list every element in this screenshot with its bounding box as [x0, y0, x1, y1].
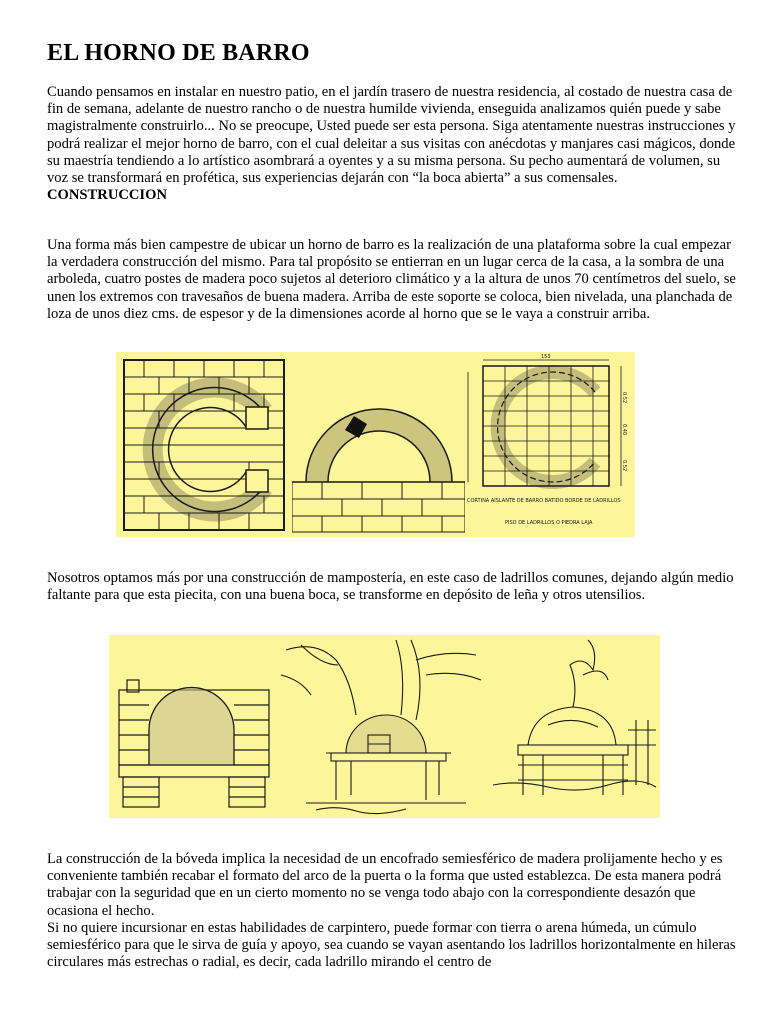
dimension-label-040: 0.40 — [621, 424, 627, 436]
label-cortina-aislante: CORTINA AISLANTE DE BARRO BATIDO — [467, 498, 564, 504]
intro-paragraph — [47, 84, 737, 204]
brick-oven-cutaway-icon — [109, 635, 276, 818]
oven-on-platform-icon — [488, 635, 660, 818]
mamposteria-paragraph: Nosotros optamos más por una construcción de mampostería, en este caso de ladrillos comunes, dejando algún medio faltante para que esta piecita, con una buena boca, se transforme en depósito de leña y otros utensilios. — [47, 570, 734, 604]
brick-wall-c-icon — [116, 352, 292, 537]
figure-construction-plans — [116, 352, 635, 537]
intro-text: Cuando pensamos en instalar en nuestro patio, en el jardín trasero de nuestra residencia, al costado de nuestra casa de fin de semana, adelante de nuestro rancho o de nuestra humilde vivienda, enseguida analizamos quién puede y sabe magistralmente construirlo... No se preocupe, Usted puede ser esta persona. Siga atentamente nuestras instrucciones y podrá realizar el mejor horno de barro, con el cual deleitar a sus visitas con anécdotas y manjares casi mágicos, donde su maestría tendiendo a lo artístico asombrará a oyentes y a su misma persona. Su pecho aumentará de volumen, su voz se transformará en profética, sus experiencias dejarán con “la boca abierta” a sus comensales. — [47, 84, 736, 187]
boveda-section — [47, 851, 737, 971]
figure-oven-illustrations — [109, 635, 660, 818]
page-title: EL HORNO DE BARRO — [47, 40, 310, 66]
boveda-paragraph-2: Si no quiere incursionar en estas habilidades de carpintero, puede formar con tierra o arena húmeda, un cúmulo semiesférico para que le sirva de guía y apoyo, sea cuando se vayan asentando los ladrillos horizontalmente en hileras circulares más estrechas o radial, es decir, cada ladrillo mirando el centro de — [47, 919, 736, 971]
dimension-label-052-top: 0.52 — [621, 392, 627, 404]
dimension-label-052-bottom: 0.52 — [621, 460, 627, 472]
brick-base-plan-icon — [465, 352, 635, 537]
oven-under-tree-icon — [276, 635, 488, 818]
label-piso-ladrillos: PISO DE LADRILLOS O PIEDRA LAJA — [505, 520, 593, 526]
label-borde-ladrillos: BORDE DE LADRILLOS — [565, 498, 621, 504]
dimension-label-153: 153 — [541, 354, 551, 360]
boveda-paragraph-1: La construcción de la bóveda implica la necesidad de un encofrado semiesférico de madera prolijamente hecho y es conveniente también recabar el formato del arco de la puerta o la forma que usted establezca. De esta manera podrá trabajar con la seguridad que en un cierto momento no se venga todo abajo con la correspondiente desazón que ocasiona el hecho. — [47, 851, 723, 919]
arch-icon — [292, 352, 465, 537]
construccion-paragraph: Una forma más bien campestre de ubicar un horno de barro es la realización de una plataforma sobre la cual empezar la verdadera construcción del mismo. Para tal propósito se entierran en un lugar cerca de la casa, a la sombra de una arboleda, cuatro postes de madera poco sujetos al deterioro climático y a la altura de unos 70 centímetros del suelo, se unen los extremos con travesaños de buena madera. Arriba de este soporte se coloca, bien nivelada, una planchada de loza de unos diez cms. de espesor y de la dimensiones acorde al horno que se le vaya a construir arriba. — [47, 237, 736, 322]
section-title-construccion: CONSTRUCCION — [47, 187, 168, 204]
